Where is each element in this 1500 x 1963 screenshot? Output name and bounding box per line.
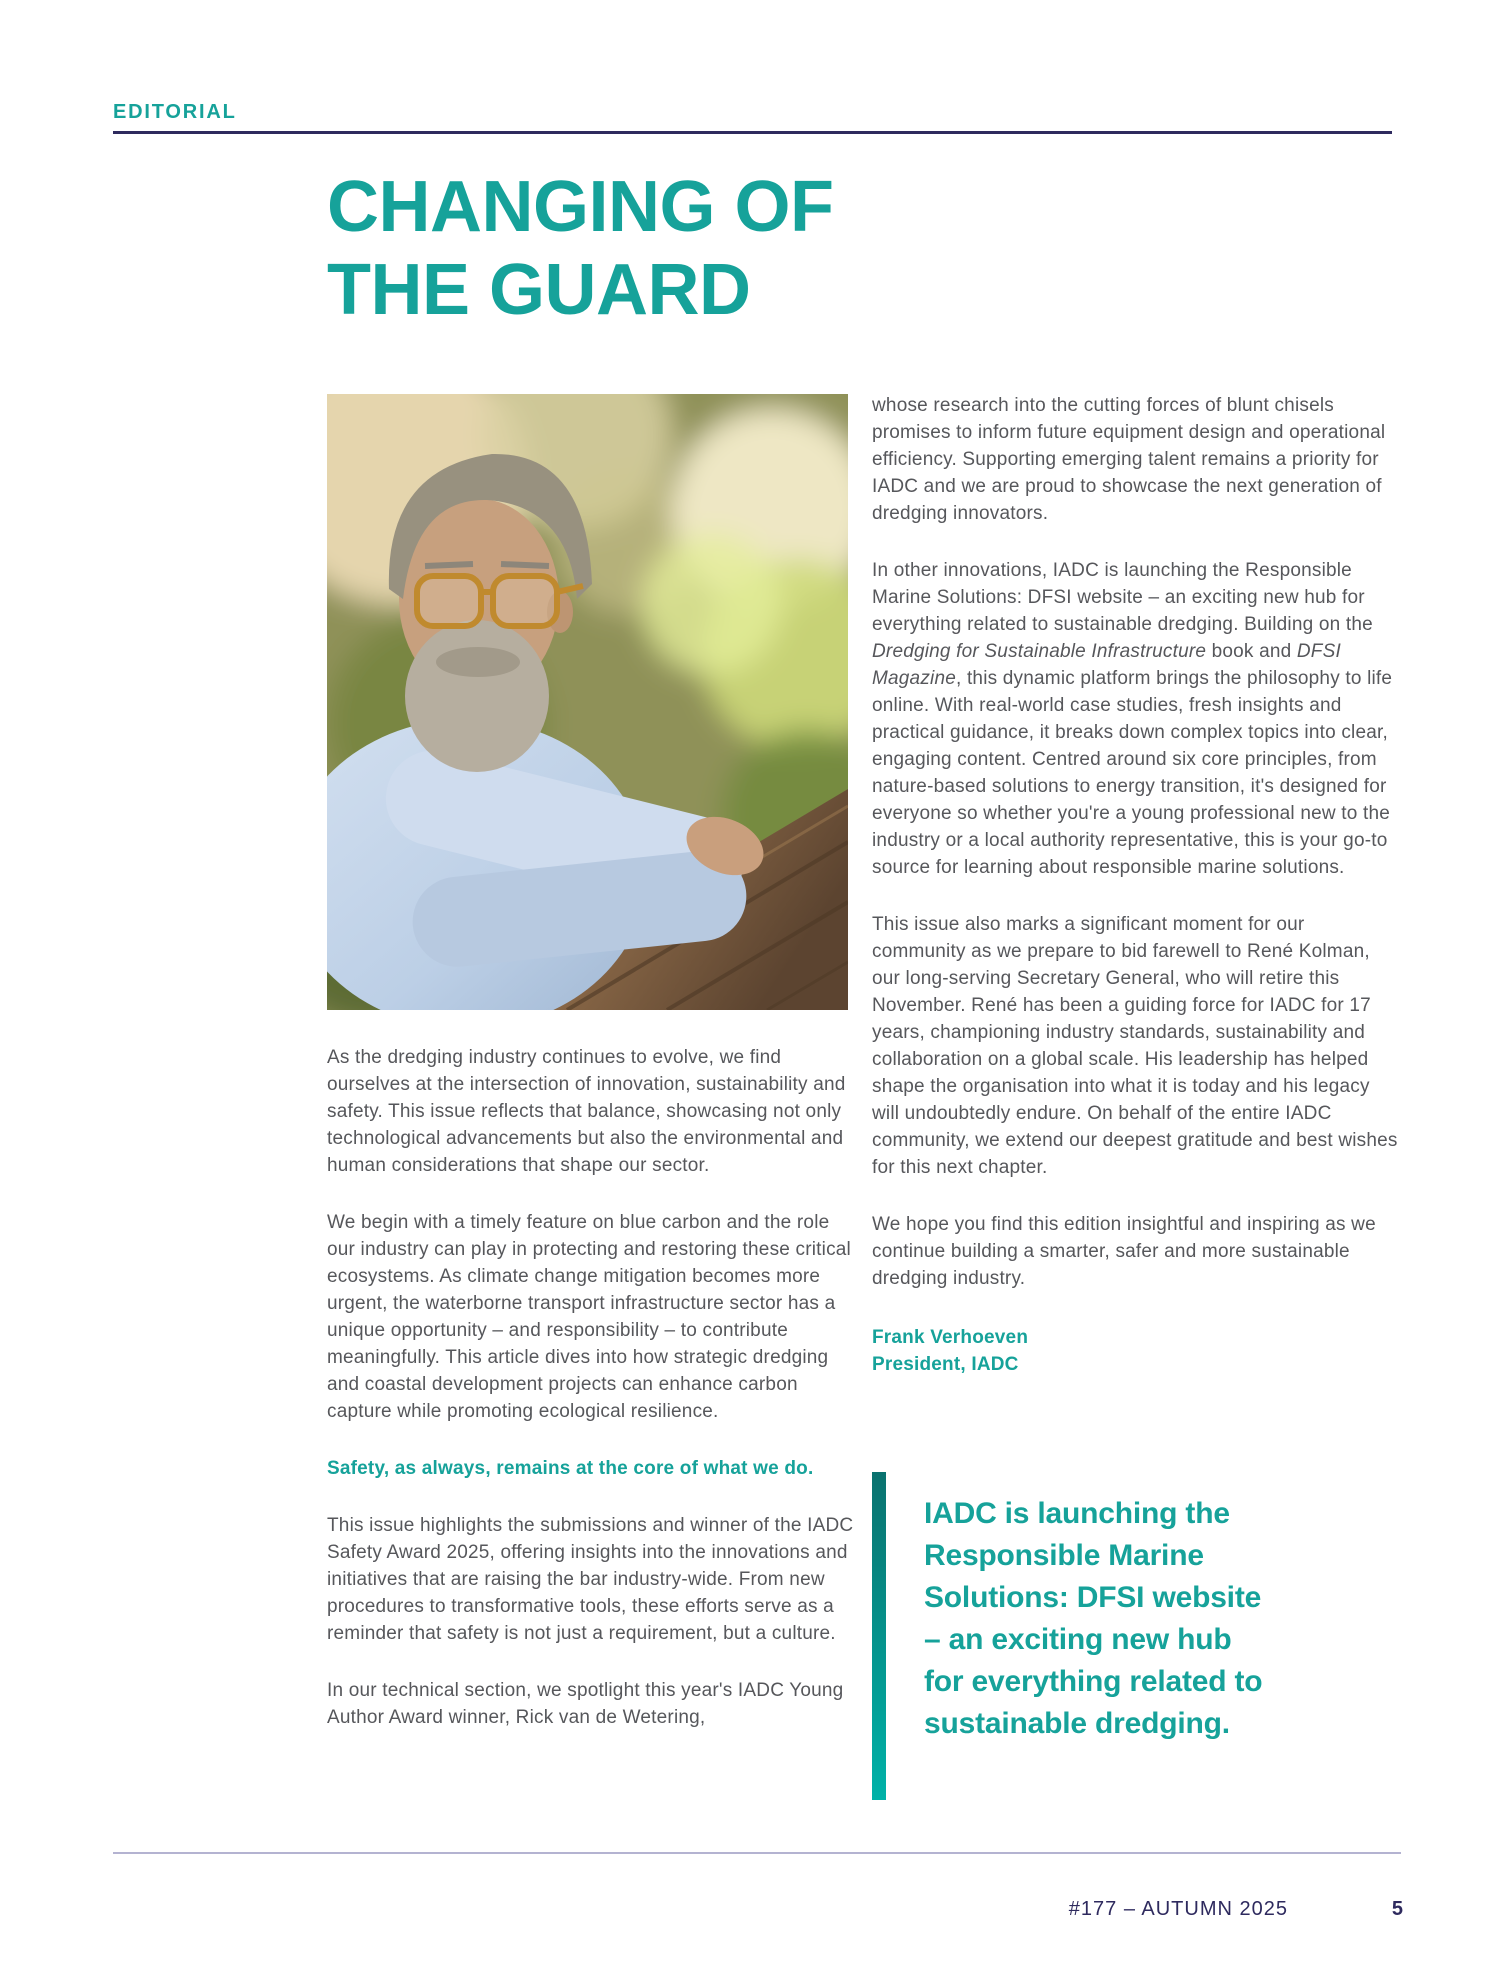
beard [405, 620, 549, 772]
header-rule [113, 131, 1392, 134]
left-column [327, 1044, 857, 1731]
eyebrow-left [425, 564, 473, 566]
signature-name: Frank Verhoeven [872, 1327, 1029, 1348]
article-title [327, 166, 833, 332]
mustache [436, 647, 520, 677]
pull-quote-bar [872, 1472, 886, 1800]
pull-quote-line: Responsible Marine [924, 1539, 1204, 1572]
footer-page-number: 5 [1391, 1898, 1403, 1920]
footer-issue-label: #177 – AUTUMN 2025 [1068, 1898, 1288, 1920]
signature-block [872, 1324, 1402, 1378]
body-paragraph [872, 557, 1402, 881]
body-paragraph: In our technical section, we spotlight this year's IADC Young Author Award winner, Rick van de Wetering, [327, 1680, 844, 1728]
right-column [872, 392, 1402, 1378]
body-paragraph: This issue also marks a significant moment for our community as we prepare to bid farewell to René Kolman, our long-serving Secretary General, who will retire this November. René has been a guiding force for IADC for 17 years, championing industry standards, sustainability and collaboration on a global scale. His leadership has helped shape the organisation into what it is today and his legacy will undoubtedly endure. On behalf of the entire IADC community, we extend our deepest gratitude and best wishes for this next chapter. [872, 914, 1398, 1178]
pull-quote-line: – an exciting new hub [924, 1623, 1232, 1656]
article-title-line2: THE GUARD [327, 250, 751, 330]
paragraph-segment: , this dynamic platform brings the philosophy to life online. With real-world case studies, fresh insights and practical guidance, it breaks down complex topics into clear, engaging content. Centred around six core principles, from nature-based solutions to energy transition, it's designed for everyone so whether you're a young professional new to the industry or a local authority representative, this is your go-to source for learning about responsible marine solutions. [872, 668, 1393, 878]
paragraph-segment: In other innovations, IADC is launching the Responsible Marine Solutions: DFSI website – an exciting new hub for everything related to sustainable dredging. Building on the [872, 560, 1373, 635]
portrait-photo [327, 394, 848, 1010]
signature-title: President, IADC [872, 1354, 1019, 1375]
article-title-line1: CHANGING OF [327, 167, 834, 247]
body-paragraph: As the dredging industry continues to evolve, we find ourselves at the intersection of innovation, sustainability and safety. This issue reflects that balance, showcasing not only technological advancements but also the environmental and human considerations that shape our sector. [327, 1047, 846, 1176]
pull-quote-line: IADC is launching the [924, 1497, 1230, 1530]
body-paragraph: We begin with a timely feature on blue carbon and the role our industry can play in protecting and restoring these critical ecosystems. As climate change mitigation becomes more urgent, the waterborne transport infrastructure sector has a unique opportunity – and responsibility – to contribute meaningfully. This article dives into how strategic dredging and coastal development projects can enhance carbon capture while promoting ecological resilience. [327, 1212, 851, 1422]
pull-quote [872, 1472, 1402, 1800]
section-label: EDITORIAL [113, 101, 237, 123]
paragraph-segment: book and [1206, 641, 1297, 662]
portrait-illustration [327, 394, 848, 1010]
pull-quote-text [924, 1493, 1262, 1745]
pull-quote-line: for everything related to [924, 1665, 1263, 1698]
safety-subhead: Safety, as always, remains at the core of what we do. [327, 1458, 814, 1479]
body-paragraph: This issue highlights the submissions and winner of the IADC Safety Award 2025, offering insights into the innovations and initiatives that are raising the bar industry-wide. From new procedures to transformative tools, these efforts serve as a reminder that safety is not just a requirement, but a culture. [327, 1515, 854, 1644]
magazine-title-italic: DFSI Magazine [872, 641, 1341, 689]
body-paragraph: We hope you find this edition insightful and inspiring as we continue building a smarter, safer and more sustainable dredging industry. [872, 1214, 1376, 1289]
book-title-italic: Dredging for Sustainable Infrastructure [872, 641, 1207, 662]
body-paragraph: whose research into the cutting forces of blunt chisels promises to inform future equipment design and operational efficiency. Supporting emerging talent remains a priority for IADC and we are proud to showcase the next generation of dredging innovators. [872, 395, 1386, 524]
footer-rule [113, 1852, 1401, 1854]
eyebrow-right [501, 564, 549, 566]
pull-quote-line: sustainable dredging. [924, 1707, 1230, 1740]
pull-quote-line: Solutions: DFSI website [924, 1581, 1262, 1614]
